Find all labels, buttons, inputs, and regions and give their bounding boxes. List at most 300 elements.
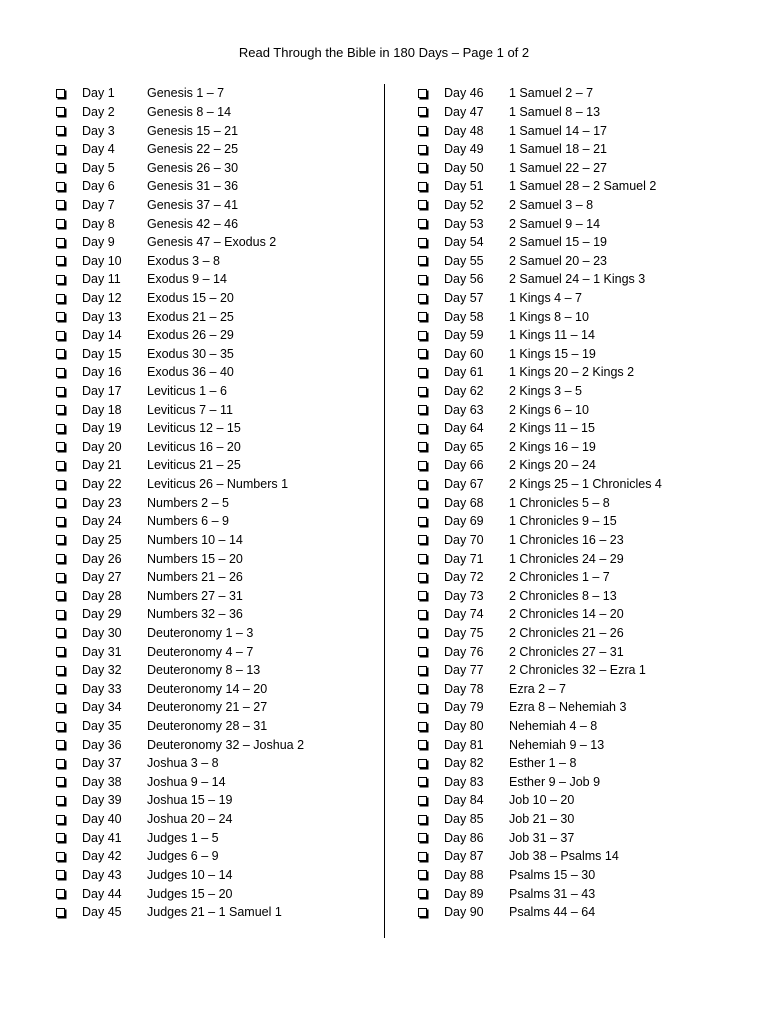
reading-list-right	[418, 84, 748, 921]
reading-passage: Numbers 10 – 14	[147, 532, 243, 547]
day-label: Day 16	[82, 365, 122, 380]
checkbox[interactable]	[418, 908, 427, 917]
reading-passage: Job 31 – 37	[509, 830, 575, 845]
reading-passage: 2 Samuel 20 – 23	[509, 253, 607, 268]
checkbox[interactable]	[56, 312, 65, 321]
day-label: Day 25	[82, 532, 122, 547]
reading-row	[418, 605, 748, 624]
day-label: Day 67	[444, 477, 484, 492]
checkbox[interactable]	[418, 480, 427, 489]
checkbox[interactable]	[56, 200, 65, 209]
checkbox[interactable]	[418, 387, 427, 396]
day-label: Day 2	[82, 104, 115, 119]
reading-passage: 2 Chronicles 32 – Ezra 1	[509, 663, 646, 678]
reading-row	[56, 326, 386, 345]
day-label: Day 20	[82, 439, 122, 454]
checkbox[interactable]	[418, 275, 427, 284]
reading-row	[56, 438, 386, 457]
day-label: Day 64	[444, 421, 484, 436]
reading-row	[418, 456, 748, 475]
reading-passage: 1 Samuel 22 – 27	[509, 160, 607, 175]
day-label: Day 8	[82, 216, 115, 231]
reading-row	[56, 512, 386, 531]
day-label: Day 21	[82, 458, 122, 473]
checkbox[interactable]	[56, 796, 65, 805]
checkbox[interactable]	[418, 833, 427, 842]
checkbox[interactable]	[56, 145, 65, 154]
day-label: Day 1	[82, 86, 115, 101]
checkbox[interactable]	[56, 331, 65, 340]
reading-row	[56, 624, 386, 643]
reading-row	[56, 568, 386, 587]
reading-passage: Numbers 27 – 31	[147, 588, 243, 603]
reading-row	[56, 791, 386, 810]
checkbox[interactable]	[418, 684, 427, 693]
checkbox[interactable]	[418, 219, 427, 228]
reading-passage: 1 Samuel 18 – 21	[509, 142, 607, 157]
reading-passage: Job 10 – 20	[509, 793, 575, 808]
checkbox[interactable]	[56, 740, 65, 749]
reading-passage: Leviticus 26 – Numbers 1	[147, 477, 289, 492]
reading-passage: 1 Chronicles 5 – 8	[509, 495, 610, 510]
reading-passage: Psalms 31 – 43	[509, 886, 596, 901]
reading-row	[418, 866, 748, 885]
checkbox[interactable]	[56, 219, 65, 228]
day-label: Day 29	[82, 607, 122, 622]
reading-passage: Numbers 2 – 5	[147, 495, 229, 510]
day-label: Day 28	[82, 588, 122, 603]
day-label: Day 55	[444, 253, 484, 268]
reading-row	[418, 121, 748, 140]
reading-row	[56, 103, 386, 122]
checkbox[interactable]	[56, 852, 65, 861]
reading-passage: 2 Kings 3 – 5	[509, 384, 582, 399]
checkbox[interactable]	[418, 349, 427, 358]
reading-passage: Ezra 8 – Nehemiah 3	[509, 700, 627, 715]
reading-passage: 2 Kings 11 – 15	[509, 421, 595, 436]
checkbox[interactable]	[418, 777, 427, 786]
day-label: Day 65	[444, 439, 484, 454]
day-label: Day 75	[444, 625, 484, 640]
checkbox[interactable]	[56, 703, 65, 712]
reading-passage: Joshua 9 – 14	[147, 774, 226, 789]
reading-row	[56, 810, 386, 829]
reading-row	[56, 605, 386, 624]
checkbox[interactable]	[418, 722, 427, 731]
checkbox[interactable]	[418, 126, 427, 135]
checkbox[interactable]	[418, 815, 427, 824]
checkbox[interactable]	[56, 126, 65, 135]
checkbox[interactable]	[56, 908, 65, 917]
day-label: Day 36	[82, 737, 122, 752]
reading-passage: Exodus 3 – 8	[147, 253, 220, 268]
day-label: Day 9	[82, 235, 115, 250]
day-label: Day 22	[82, 477, 122, 492]
checkbox[interactable]	[418, 759, 427, 768]
checkbox[interactable]	[56, 256, 65, 265]
reading-row	[418, 512, 748, 531]
reading-passage: 2 Kings 16 – 19	[509, 439, 596, 454]
reading-row	[56, 773, 386, 792]
checkbox[interactable]	[418, 647, 427, 656]
checkbox[interactable]	[56, 535, 65, 544]
reading-row	[418, 549, 748, 568]
day-label: Day 51	[444, 179, 484, 194]
checkbox[interactable]	[56, 89, 65, 98]
checkbox[interactable]	[418, 591, 427, 600]
day-label: Day 37	[82, 756, 122, 771]
day-label: Day 39	[82, 793, 122, 808]
checkbox[interactable]	[418, 256, 427, 265]
checkbox[interactable]	[418, 107, 427, 116]
reading-passage: Judges 1 – 5	[147, 830, 219, 845]
checkbox[interactable]	[418, 870, 427, 879]
day-label: Day 61	[444, 365, 484, 380]
reading-row	[418, 735, 748, 754]
day-label: Day 80	[444, 719, 484, 734]
reading-passage: 2 Samuel 15 – 19	[509, 235, 607, 250]
reading-passage: Genesis 22 – 25	[147, 142, 239, 157]
day-label: Day 59	[444, 328, 484, 343]
reading-passage: 1 Kings 15 – 19	[509, 346, 596, 361]
checkbox[interactable]	[418, 703, 427, 712]
reading-passage: Exodus 26 – 29	[147, 328, 234, 343]
reading-row	[418, 773, 748, 792]
reading-passage: Nehemiah 9 – 13	[509, 737, 605, 752]
reading-row	[418, 400, 748, 419]
day-label: Day 56	[444, 272, 484, 287]
reading-passage: Numbers 6 – 9	[147, 514, 229, 529]
day-label: Day 38	[82, 774, 122, 789]
reading-row	[56, 233, 386, 252]
reading-row	[56, 289, 386, 308]
day-label: Day 30	[82, 625, 122, 640]
reading-passage: Numbers 21 – 26	[147, 570, 243, 585]
day-label: Day 45	[82, 905, 122, 920]
checkbox[interactable]	[56, 461, 65, 470]
day-label: Day 70	[444, 532, 484, 547]
checkbox[interactable]	[418, 368, 427, 377]
reading-passage: Ezra 2 – 7	[509, 681, 566, 696]
reading-row	[418, 586, 748, 605]
reading-row	[56, 531, 386, 550]
checkbox[interactable]	[56, 684, 65, 693]
reading-row	[56, 847, 386, 866]
reading-row	[56, 549, 386, 568]
day-label: Day 88	[444, 867, 484, 882]
day-label: Day 32	[82, 663, 122, 678]
checkbox[interactable]	[56, 405, 65, 414]
reading-row	[418, 438, 748, 457]
reading-passage: Leviticus 7 – 11	[147, 402, 233, 417]
reading-passage: 2 Chronicles 27 – 31	[509, 644, 624, 659]
day-label: Day 77	[444, 663, 484, 678]
checkbox[interactable]	[418, 740, 427, 749]
reading-passage: 2 Chronicles 8 – 13	[509, 588, 617, 603]
reading-row	[56, 419, 386, 438]
reading-passage: Genesis 37 – 41	[147, 197, 239, 212]
day-label: Day 24	[82, 514, 122, 529]
reading-row	[56, 680, 386, 699]
reading-passage: Genesis 1 – 7	[147, 86, 225, 101]
checkbox[interactable]	[418, 89, 427, 98]
reading-row	[418, 493, 748, 512]
reading-passage: Deuteronomy 8 – 13	[147, 663, 261, 678]
page-title: Read Through the Bible in 180 Days – Page 1 of 2	[238, 45, 530, 60]
reading-row	[418, 84, 748, 103]
day-label: Day 69	[444, 514, 484, 529]
reading-passage: 1 Kings 11 – 14	[509, 328, 595, 343]
reading-row	[56, 270, 386, 289]
day-label: Day 44	[82, 886, 122, 901]
day-label: Day 14	[82, 328, 122, 343]
reading-row	[418, 158, 748, 177]
checkbox[interactable]	[56, 777, 65, 786]
day-label: Day 4	[82, 142, 115, 157]
checkbox[interactable]	[56, 238, 65, 247]
reading-passage: Deuteronomy 4 – 7	[147, 644, 254, 659]
day-label: Day 71	[444, 551, 484, 566]
reading-row	[56, 196, 386, 215]
reading-row	[418, 270, 748, 289]
day-label: Day 78	[444, 681, 484, 696]
checkbox[interactable]	[56, 647, 65, 656]
checkbox[interactable]	[56, 517, 65, 526]
reading-passage: Genesis 42 – 46	[147, 216, 239, 231]
checkbox[interactable]	[56, 591, 65, 600]
reading-passage: 1 Chronicles 9 – 15	[509, 514, 617, 529]
reading-passage: Deuteronomy 14 – 20	[147, 681, 268, 696]
reading-passage: 1 Kings 20 – 2 Kings 2	[509, 365, 635, 380]
reading-row	[56, 717, 386, 736]
reading-passage: Joshua 15 – 19	[147, 793, 233, 808]
checkbox[interactable]	[56, 368, 65, 377]
reading-row	[56, 382, 386, 401]
reading-row	[418, 884, 748, 903]
day-label: Day 12	[82, 291, 122, 305]
checkbox[interactable]	[56, 275, 65, 284]
day-label: Day 89	[444, 886, 484, 901]
reading-passage: Judges 6 – 9	[147, 849, 219, 864]
reading-passage: Judges 15 – 20	[147, 886, 233, 901]
checkbox[interactable]	[418, 238, 427, 247]
reading-row	[418, 661, 748, 680]
checkbox[interactable]	[418, 331, 427, 340]
reading-row	[418, 810, 748, 829]
reading-row	[56, 586, 386, 605]
reading-row	[418, 419, 748, 438]
checkbox[interactable]	[418, 312, 427, 321]
checkbox[interactable]	[56, 498, 65, 507]
reading-row	[418, 140, 748, 159]
checkbox[interactable]	[418, 535, 427, 544]
checkbox[interactable]	[418, 554, 427, 563]
day-label: Day 18	[82, 402, 122, 417]
checkbox[interactable]	[56, 163, 65, 172]
day-label: Day 76	[444, 644, 484, 659]
checkbox[interactable]	[56, 387, 65, 396]
reading-row	[418, 847, 748, 866]
reading-row	[56, 903, 386, 922]
checkbox[interactable]	[418, 517, 427, 526]
reading-row	[56, 345, 386, 364]
reading-row	[56, 698, 386, 717]
checkbox[interactable]	[56, 870, 65, 879]
checkbox[interactable]	[56, 722, 65, 731]
checkbox[interactable]	[56, 294, 65, 303]
reading-row	[56, 121, 386, 140]
reading-row	[418, 177, 748, 196]
reading-passage: Deuteronomy 32 – Joshua 2	[147, 737, 305, 752]
checkbox[interactable]	[56, 628, 65, 637]
reading-row	[418, 624, 748, 643]
checkbox[interactable]	[56, 554, 65, 563]
day-label: Day 50	[444, 160, 484, 175]
checkbox[interactable]	[56, 833, 65, 842]
checkbox[interactable]	[418, 424, 427, 433]
reading-row	[56, 400, 386, 419]
reading-row	[418, 251, 748, 270]
checkbox[interactable]	[56, 349, 65, 358]
checkbox[interactable]	[56, 107, 65, 116]
reading-row	[56, 884, 386, 903]
reading-row	[56, 642, 386, 661]
day-label: Day 31	[82, 644, 122, 659]
reading-row	[418, 754, 748, 773]
day-label: Day 87	[444, 849, 484, 864]
reading-passage: Exodus 15 – 20	[147, 291, 234, 305]
checkbox[interactable]	[418, 461, 427, 470]
day-label: Day 43	[82, 867, 122, 882]
checkbox[interactable]	[56, 610, 65, 619]
reading-passage: Genesis 31 – 36	[147, 179, 239, 194]
day-label: Day 48	[444, 123, 484, 138]
checkbox[interactable]	[418, 182, 427, 191]
day-label: Day 15	[82, 346, 122, 361]
checkbox[interactable]	[56, 889, 65, 898]
reading-row	[418, 903, 748, 922]
day-label: Day 6	[82, 179, 115, 194]
checkbox[interactable]	[418, 405, 427, 414]
reading-passage: Exodus 21 – 25	[147, 309, 234, 324]
day-label: Day 41	[82, 830, 122, 845]
checkbox[interactable]	[56, 759, 65, 768]
checkbox[interactable]	[418, 889, 427, 898]
reading-passage: Joshua 3 – 8	[147, 756, 219, 771]
reading-passage: 1 Kings 8 – 10	[509, 309, 589, 324]
day-label: Day 34	[82, 700, 122, 715]
checkbox[interactable]	[56, 815, 65, 824]
reading-passage: 2 Chronicles 21 – 26	[509, 625, 624, 640]
checkbox[interactable]	[418, 498, 427, 507]
reading-passage: 1 Samuel 14 – 17	[509, 123, 607, 138]
day-label: Day 10	[82, 253, 122, 268]
reading-row	[418, 531, 748, 550]
checkbox[interactable]	[418, 666, 427, 675]
reading-row	[418, 791, 748, 810]
checkbox[interactable]	[418, 200, 427, 209]
checkbox[interactable]	[418, 628, 427, 637]
day-label: Day 53	[444, 216, 484, 231]
reading-row	[56, 177, 386, 196]
reading-row	[56, 84, 386, 103]
reading-row	[56, 866, 386, 885]
reading-row	[418, 345, 748, 364]
reading-passage: Genesis 47 – Exodus 2	[147, 235, 277, 250]
reading-row	[56, 307, 386, 326]
reading-passage: 1 Samuel 28 – 2 Samuel 2	[509, 179, 657, 194]
reading-passage: 1 Samuel 8 – 13	[509, 104, 601, 119]
reading-passage: Numbers 15 – 20	[147, 551, 243, 566]
reading-row	[418, 326, 748, 345]
reading-row	[418, 828, 748, 847]
checkbox[interactable]	[418, 442, 427, 451]
checkbox[interactable]	[56, 666, 65, 675]
checkbox[interactable]	[418, 294, 427, 303]
reading-passage: 2 Chronicles 1 – 7	[509, 570, 610, 585]
day-label: Day 47	[444, 104, 484, 119]
day-label: Day 40	[82, 812, 122, 827]
checkbox[interactable]	[418, 163, 427, 172]
checkbox[interactable]	[418, 573, 427, 582]
day-label: Day 73	[444, 588, 484, 603]
reading-passage: 1 Chronicles 16 – 23	[509, 532, 624, 547]
day-label: Day 27	[82, 570, 122, 585]
reading-passage: 2 Kings 6 – 10	[509, 402, 589, 417]
checkbox[interactable]	[418, 852, 427, 861]
column-divider	[384, 84, 385, 938]
checkbox[interactable]	[56, 424, 65, 433]
day-label: Day 11	[82, 272, 121, 287]
reading-passage: Exodus 30 – 35	[147, 346, 234, 361]
reading-row	[56, 456, 386, 475]
reading-passage: Deuteronomy 1 – 3	[147, 625, 254, 640]
checkbox[interactable]	[418, 796, 427, 805]
reading-passage: Leviticus 21 – 25	[147, 458, 241, 473]
reading-passage: Leviticus 1 – 6	[147, 384, 227, 399]
reading-passage: Esther 1 – 8	[509, 756, 577, 771]
reading-row	[418, 363, 748, 382]
checkbox[interactable]	[418, 610, 427, 619]
reading-row	[418, 196, 748, 215]
reading-passage: Exodus 9 – 14	[147, 272, 227, 287]
day-label: Day 19	[82, 421, 122, 436]
day-label: Day 23	[82, 495, 122, 510]
reading-row	[418, 214, 748, 233]
checkbox[interactable]	[418, 145, 427, 154]
day-label: Day 68	[444, 495, 484, 510]
checkbox[interactable]	[56, 480, 65, 489]
checkbox[interactable]	[56, 573, 65, 582]
checkbox[interactable]	[56, 182, 65, 191]
checkbox[interactable]	[56, 442, 65, 451]
day-label: Day 79	[444, 700, 484, 715]
reading-passage: Genesis 8 – 14	[147, 104, 232, 119]
day-label: Day 54	[444, 235, 484, 250]
reading-passage: 2 Chronicles 14 – 20	[509, 607, 624, 622]
reading-passage: Psalms 15 – 30	[509, 867, 596, 882]
reading-passage: Nehemiah 4 – 8	[509, 719, 598, 734]
reading-passage: Job 21 – 30	[509, 812, 575, 827]
reading-passage: Judges 21 – 1 Samuel 1	[147, 905, 282, 920]
day-label: Day 52	[444, 197, 484, 212]
reading-row	[56, 754, 386, 773]
reading-row	[56, 363, 386, 382]
day-label: Day 13	[82, 309, 122, 324]
reading-passage: Deuteronomy 21 – 27	[147, 700, 268, 715]
reading-row	[418, 642, 748, 661]
reading-list-left	[56, 84, 386, 921]
